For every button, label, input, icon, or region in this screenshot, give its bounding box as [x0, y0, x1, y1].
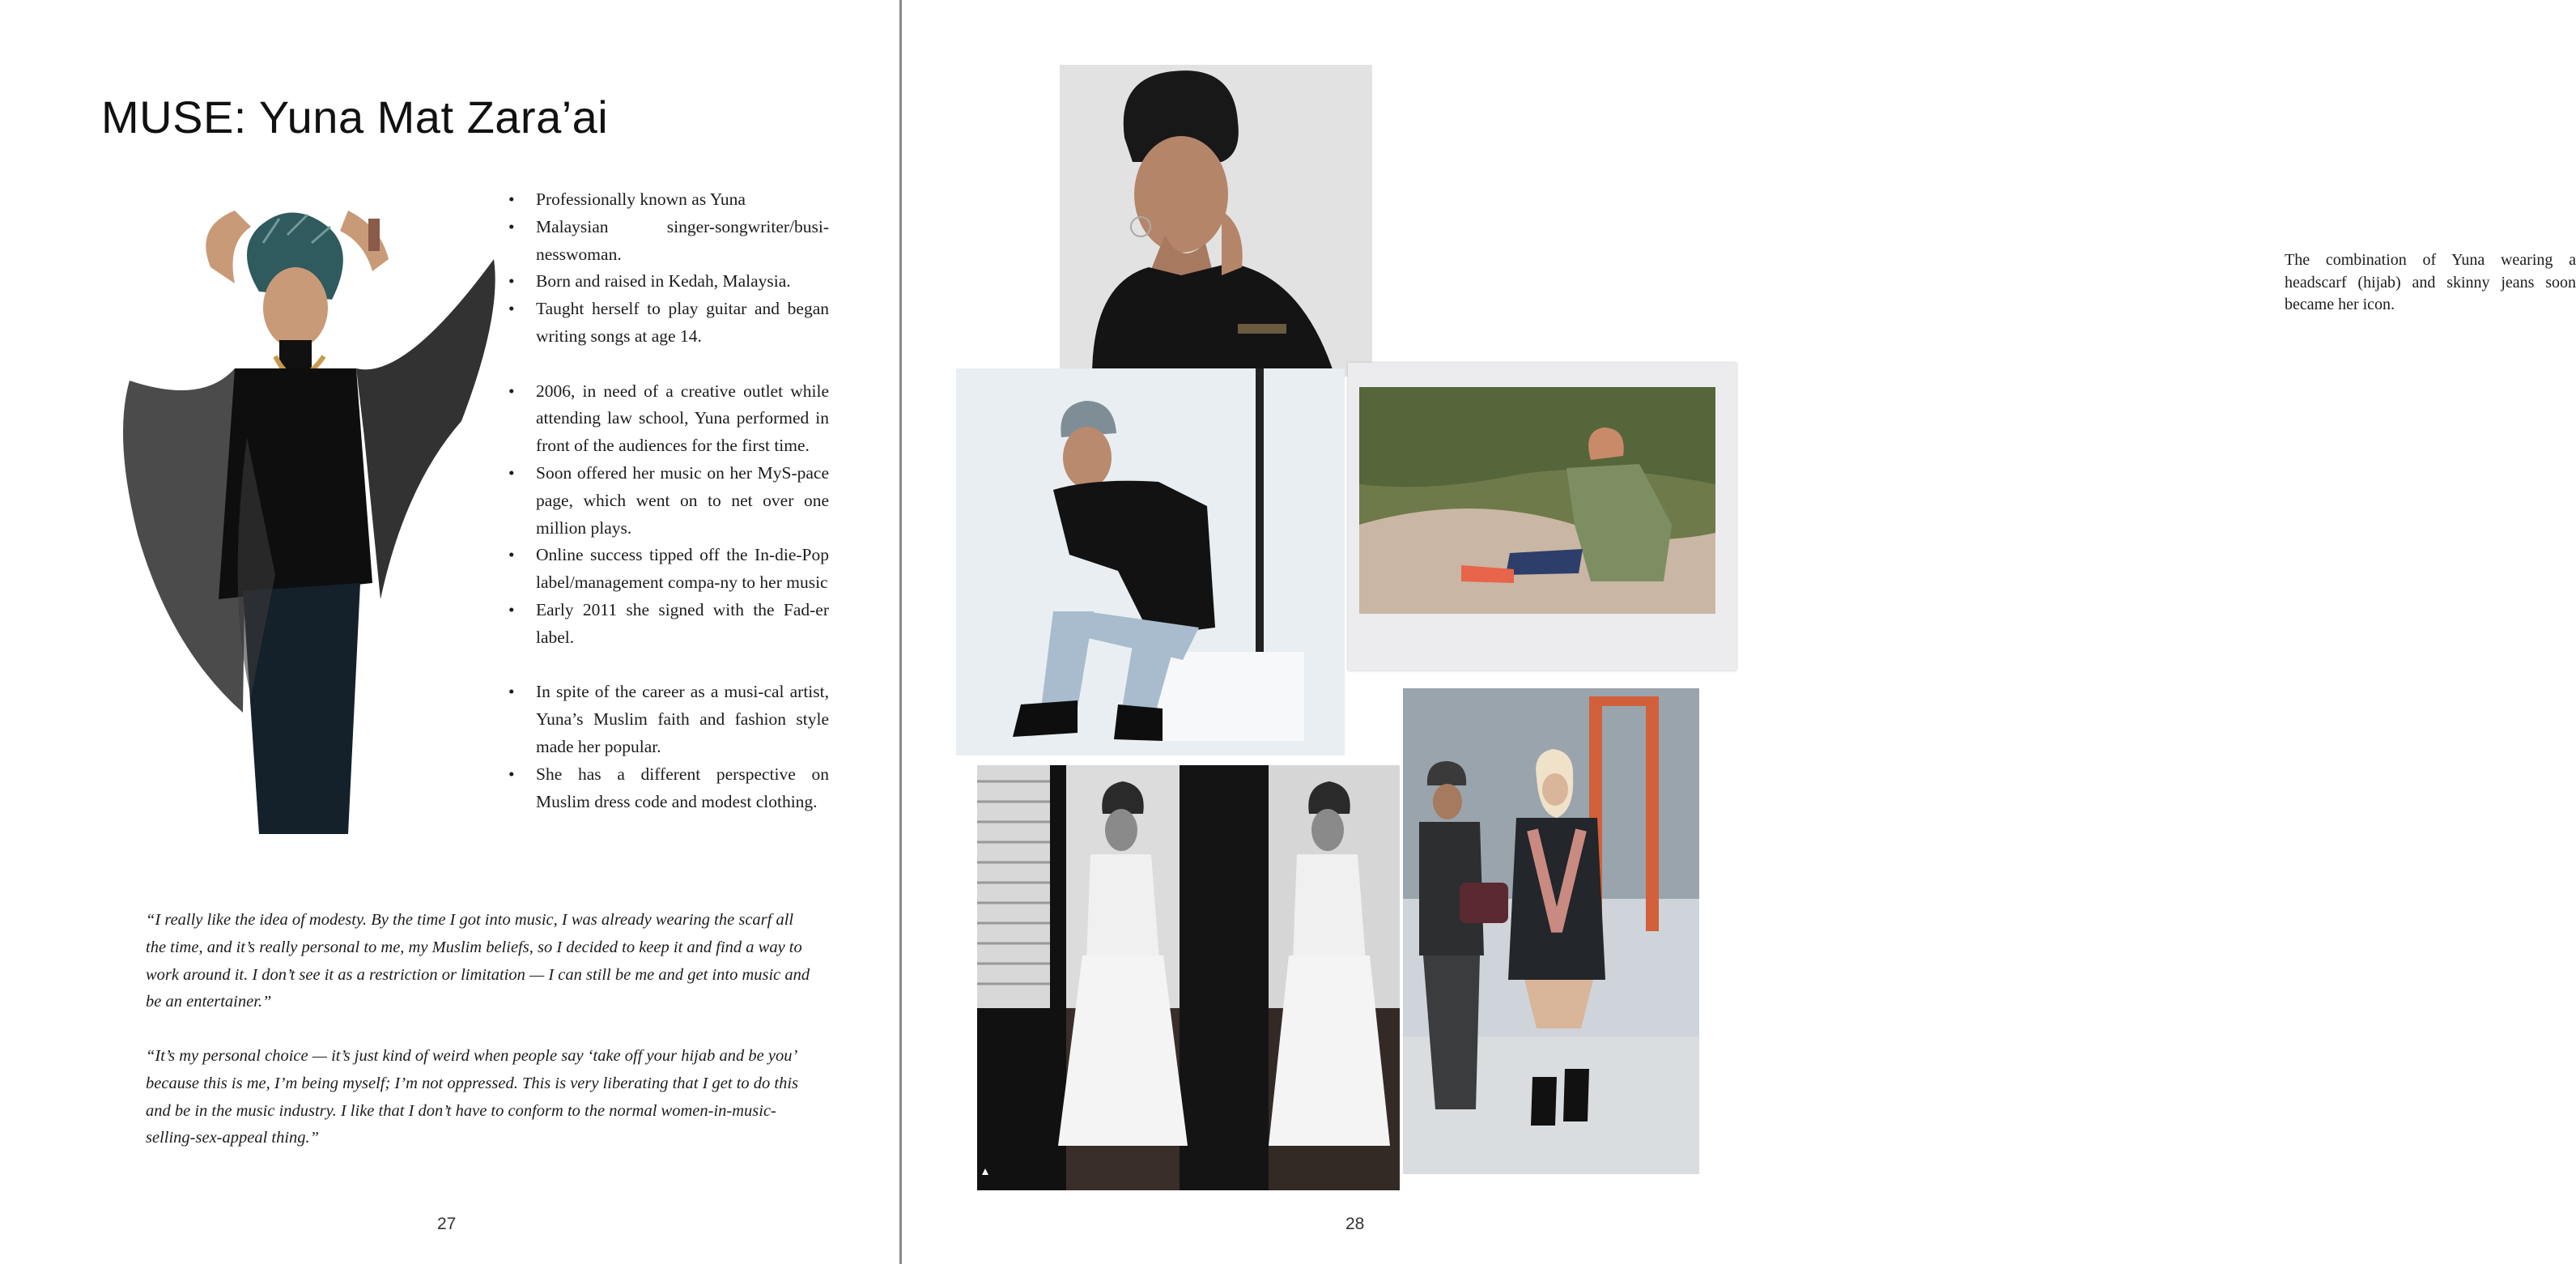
quote-personal-choice: “It’s my personal choice — it’s just kind of weird when people say ‘take off your hijab and be you’ because this is me, I’m being myself; I’m not oppressed. This is very liberating that I get to do this and be in the music industry. I like that I don’t have to conform to the normal women-in-music-selling-sex-appeal thing.” [146, 1047, 799, 1147]
left-page [0, 0, 899, 1264]
page-title: MUSE: Yuna Mat Zara’ai [101, 92, 609, 143]
bullet-item: • Soon offered her music on her MyS-pace page, which went on to net over one million plays. [536, 460, 829, 542]
page-number-right: 28 [1345, 1215, 1365, 1233]
right-page [902, 0, 2576, 1264]
bullet-item: • In spite of the career as a musi-cal artist, Yuna’s Muslim faith and fashion style made her popular. [536, 679, 829, 760]
yuna-leather-jacket-photo [1060, 65, 1372, 377]
yuna-studio-sitting-photo [956, 368, 1345, 755]
yuna-teal-turban-photo [113, 194, 510, 834]
yuna-black-white-photo [977, 765, 1400, 1190]
page-number-left: 27 [437, 1215, 457, 1233]
bullet-item: • Malaysian singer-songwriter/busi-nesswoman. [536, 214, 829, 269]
bullet-item: • Taught herself to play guitar and began writing songs at age 14. [536, 296, 829, 351]
bullet-item: • 2006, in need of a creative outlet while attending law school, Yuna performed in front of the audiences for the first time. [536, 378, 829, 460]
photo-caption: The combination of Yuna wearing a headscarf (hijab) and skinny jeans soon became her icon. [2285, 251, 2576, 313]
bullet-item: • Professionally known as Yuna [536, 186, 829, 214]
bio-bullet-list [536, 186, 829, 815]
bullet-item: • She has a different perspective on Muslim dress code and modest clothing. [536, 761, 829, 816]
bullet-item: • Early 2011 she signed with the Fad-er label. [536, 597, 829, 652]
bullet-item: • Online success tipped off the In-die-Pop label/management compa-ny to her music [536, 542, 829, 597]
yuna-street-style-photo [1403, 688, 1699, 1174]
bullet-item: • Born and raised in Kedah, Malaysia. [536, 268, 829, 296]
quote-modesty: “I really like the idea of modesty. By the time I got into music, I was already wearing the scarf all the time, and it’s really personal to me, my Muslim beliefs, so I decided to keep it and find a way to work around it. I don’t see it as a restriction or limitation — I can still be me and get into music and be an entertainer.” [146, 911, 810, 1011]
yuna-polaroid-hill-photo [1348, 363, 1736, 670]
